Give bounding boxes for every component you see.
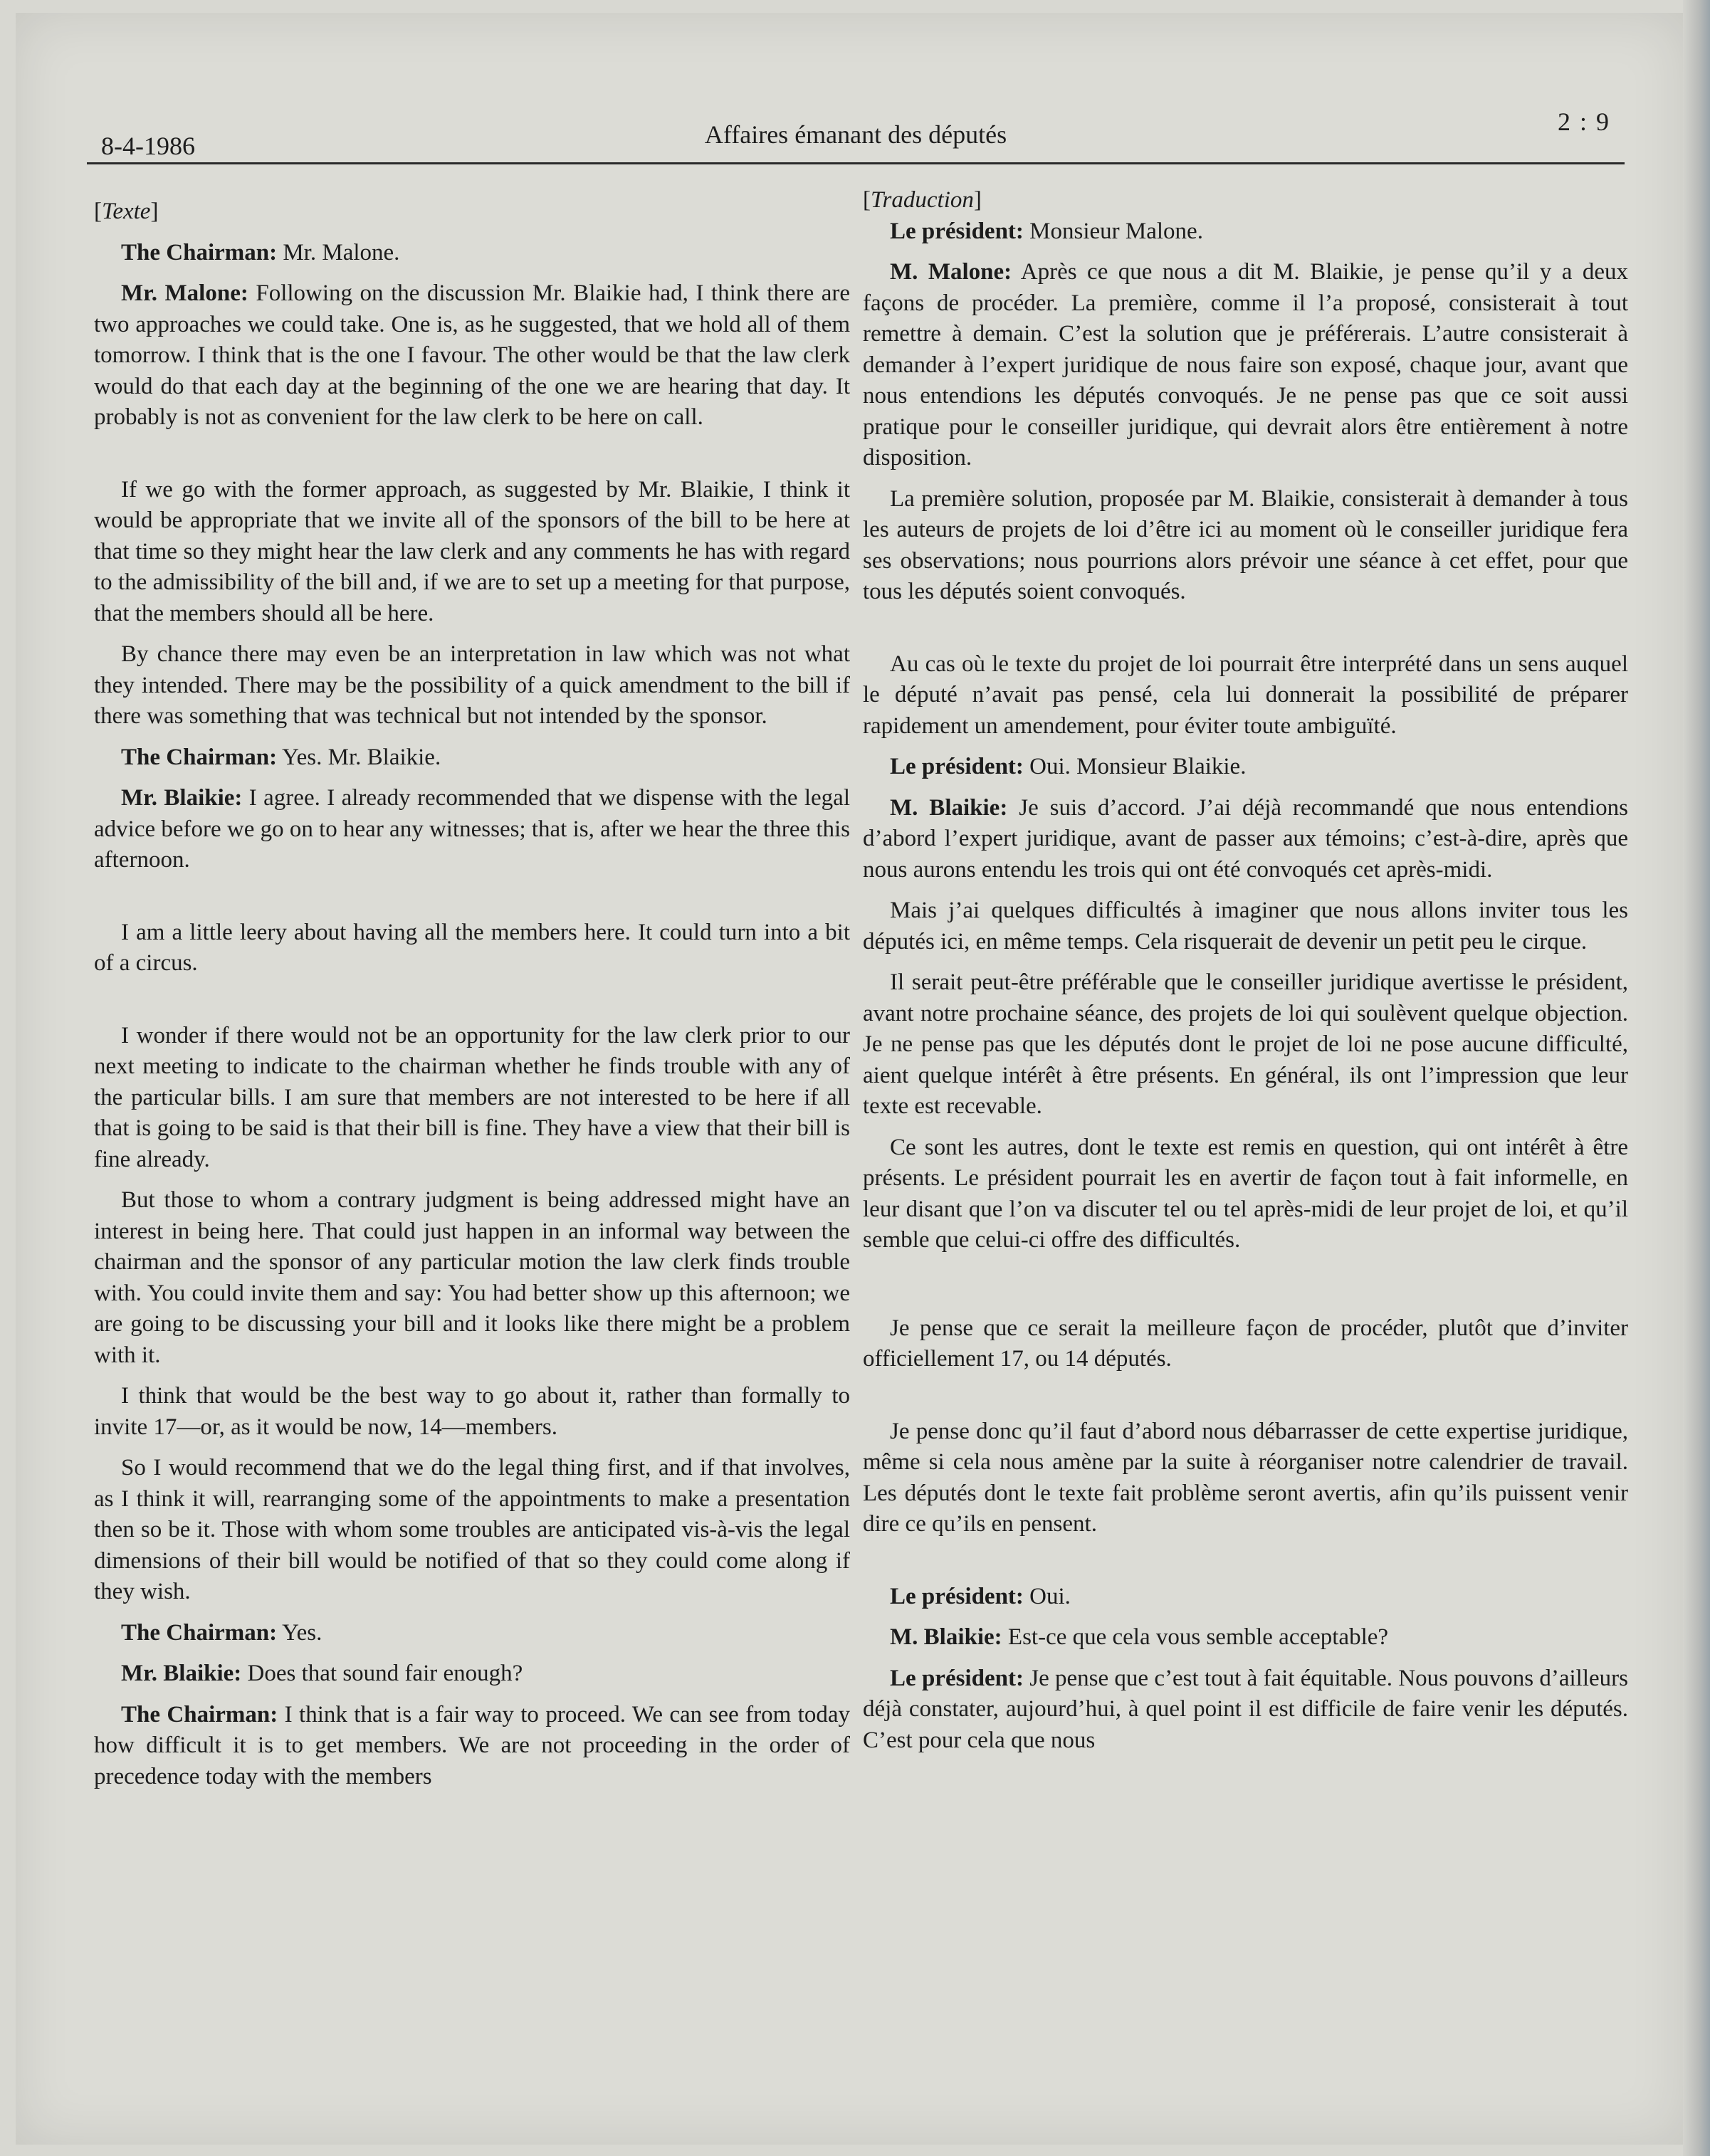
header-title: Affaires émanant des députés: [704, 120, 1007, 149]
speaker-name: M. Malone:: [890, 259, 1012, 285]
speaker-name: M. Blaikie:: [890, 1624, 1002, 1650]
speaker-name: The Chairman:: [121, 1701, 278, 1728]
speaker-name: Le président:: [890, 218, 1024, 244]
paragraph: Mr. Malone: Following on the discussion Mr. Blaikie had, I think there are two approaches we could take. One is, as he suggested, that we hold all of them tomorrow. I think that is the one I favour. The other would be that the law clerk would do that each day at the beginning of the one we are hearing that day. It probably is not as convenient for the law clerk to be here on call.: [94, 280, 851, 430]
paragraph: If we go with the former approach, as suggested by Mr. Blaikie, I think it would be appropriate that we invite all of the sponsors of the bill to be here at that time so they might hear the law clerk and any comments he has with regard to the admissibility of the bill and, if we are to set up a meeting for that purpose, that the members should all be here.: [94, 476, 850, 626]
translation-marker: [Traduction]: [863, 187, 982, 213]
paragraph: I wonder if there would not be an opportunity for the law clerk prior to our next meeting to indicate to the chairman whether he finds trouble with any of the particular bills. I am sure that members are not interested to be here if all that is going to be said is that their bill is fine. They have a view that their bill is fine already.: [94, 1022, 850, 1172]
document-page: [16, 13, 1685, 2145]
paragraph: The Chairman: I think that is a fair way to proceed. We can see from today how difficult it is to get members. We are not proceeding in the order of precedence today with the members: [94, 1701, 850, 1789]
paragraph: Mr. Blaikie: I agree. I already recommended that we dispense with the legal advice before we go on to hear any witnesses; that is, after we hear the three this afternoon.: [94, 785, 851, 873]
paragraph: Mr. Blaikie: Does that sound fair enough?: [121, 1661, 523, 1686]
header-date: 8-4-1986: [101, 132, 195, 160]
paragraph: M. Blaikie: Je suis d’accord. J’ai déjà recommandé que nous entendions d’abord l’expert juridique, avant de passer aux témoins; c’est-à-dire, après que nous aurons entendu les trois qui ont été convoqués cet après-midi.: [863, 794, 1628, 883]
english-column: [94, 196, 850, 1792]
paragraph: The Chairman: Mr. Malone.: [121, 239, 400, 265]
speaker-name: M. Blaikie:: [890, 794, 1008, 821]
paragraph: I am a little leery about having all the members here. It could turn into a bit of a circus.: [94, 919, 850, 976]
speaker-name: The Chairman:: [121, 744, 278, 770]
speaker-name: Le président:: [890, 1665, 1024, 1691]
paragraph: M. Blaikie: Est-ce que cela vous semble acceptable?: [890, 1624, 1389, 1650]
speaker-name: The Chairman:: [121, 1619, 278, 1646]
page-header: [87, 98, 1625, 164]
paragraph: The Chairman: Yes. Mr. Blaikie.: [121, 744, 441, 770]
speaker-name: Mr. Blaikie:: [121, 785, 243, 811]
speaker-name: The Chairman:: [121, 239, 278, 265]
paragraph: Au cas où le texte du projet de loi pourrait être interprété dans un sens auquel le député n’avait pas pensé, cela lui donnerait la possibilité de préparer rapidement un amendement, pour éviter toute ambiguïté.: [863, 651, 1628, 739]
paragraph: Le président: Monsieur Malone.: [890, 218, 1203, 244]
speaker-name: Le président:: [890, 1583, 1024, 1609]
paragraph: Mais j’ai quelques difficultés à imaginer que nous allons inviter tous les députés ici, en même temps. Cela risquerait de devenir un petit peu le cirque.: [863, 898, 1628, 955]
binding-edge: [1683, 0, 1710, 2156]
speaker-name: Mr. Blaikie:: [121, 1661, 242, 1686]
paragraph: Je pense que ce serait la meilleure façon de procéder, plutôt que d’inviter officiellement 17, ou 14 députés.: [863, 1315, 1628, 1372]
paragraph: By chance there may even be an interpretation in law which was not what they intended. There may be the possibility of a quick amendment to the bill if there was something that was technical but not intended by the sponsor.: [94, 641, 850, 729]
paragraph: The Chairman: Yes.: [121, 1619, 322, 1646]
paragraph: Il serait peut-être préférable que le conseiller juridique avertisse le président, avant notre prochaine séance, des projets de loi qui soulèvent quelque objection. Je ne pense pas que les députés dont le projet de loi ne pose aucune difficulté, aient quelque intérêt à être présents. En général, ils ont l’impression que leur texte est recevable.: [863, 969, 1628, 1119]
paragraph: Le président: Je pense que c’est tout à fait équitable. Nous pouvons d’ailleurs déjà constater, aujourd’hui, à quel point il est difficile de faire venir les députés. C’est pour cela que nous: [863, 1665, 1628, 1753]
speaker-name: Mr. Malone:: [121, 280, 248, 306]
paragraph: So I would recommend that we do the legal thing first, and if that involves, as I think it will, rearranging some of the appointments to make a presentation then so be it. Those with whom some troubles are anticipated vis-à-vis the legal dimensions of their bill would be notified of that so they could come along if they wish.: [94, 1455, 850, 1604]
page-number: 2 : 9: [1557, 107, 1610, 136]
paragraph: I think that would be the best way to go about it, rather than formally to invite 17—or, as it would be now, 14—members.: [94, 1383, 850, 1440]
speaker-name: Le président:: [890, 754, 1024, 779]
french-column: [863, 187, 1628, 1756]
paragraph: Le président: Oui.: [890, 1583, 1071, 1609]
paragraph: But those to whom a contrary judgment is being addressed might have an interest in being here. That could just happen in an informal way between the chairman and the sponsor of any particular motion the law clerk finds trouble with. You could invite them and say: You had better show up this afternoon; we are going to be discussing your bill and it looks like there might be a problem with it.: [94, 1187, 850, 1368]
paragraph: Je pense donc qu’il faut d’abord nous débarrasser de cette expertise juridique, même si cela nous amène par la suite à réorganiser notre calendrier de travail. Les députés dont le texte fait problème seront avertis, afin qu’ils puissent venir dire ce qu’ils en pensent.: [863, 1418, 1628, 1537]
paragraph: Ce sont les autres, dont le texte est remis en question, qui ont intérêt à être présents. Le président pourrait les en avertir de façon tout à fait informelle, en leur disant que l’on va discuter tel ou tel après-midi de leur projet de loi, et qu’il semble que celui-ci offre des difficultés.: [863, 1134, 1628, 1253]
paragraph: La première solution, proposée par M. Blaikie, consisterait à demander à tous les auteurs de projets de loi d’être ici au moment où le conseiller juridique fera ses observations; nous pourrions alors prévoir une séance à cet effet, pour que tous les députés soient convoqués.: [863, 485, 1628, 604]
text-marker: [Texte]: [94, 199, 159, 224]
paragraph: M. Malone: Après ce que nous a dit M. Blaikie, je pense qu’il y a deux façons de procéder. La première, comme il l’a proposé, consisterait à tout remettre à demain. C’est la solution que je préférerais. L’autre consisterait à demander à l’expert juridique de nous faire son exposé, chaque jour, avant que nous entendions les députés convoqués. Je ne pense pas que ce soit aussi pratique pour le conseiller juridique, qui devrait alors être entièrement à notre disposition.: [863, 259, 1628, 470]
paragraph: Le président: Oui. Monsieur Blaikie.: [890, 754, 1247, 779]
